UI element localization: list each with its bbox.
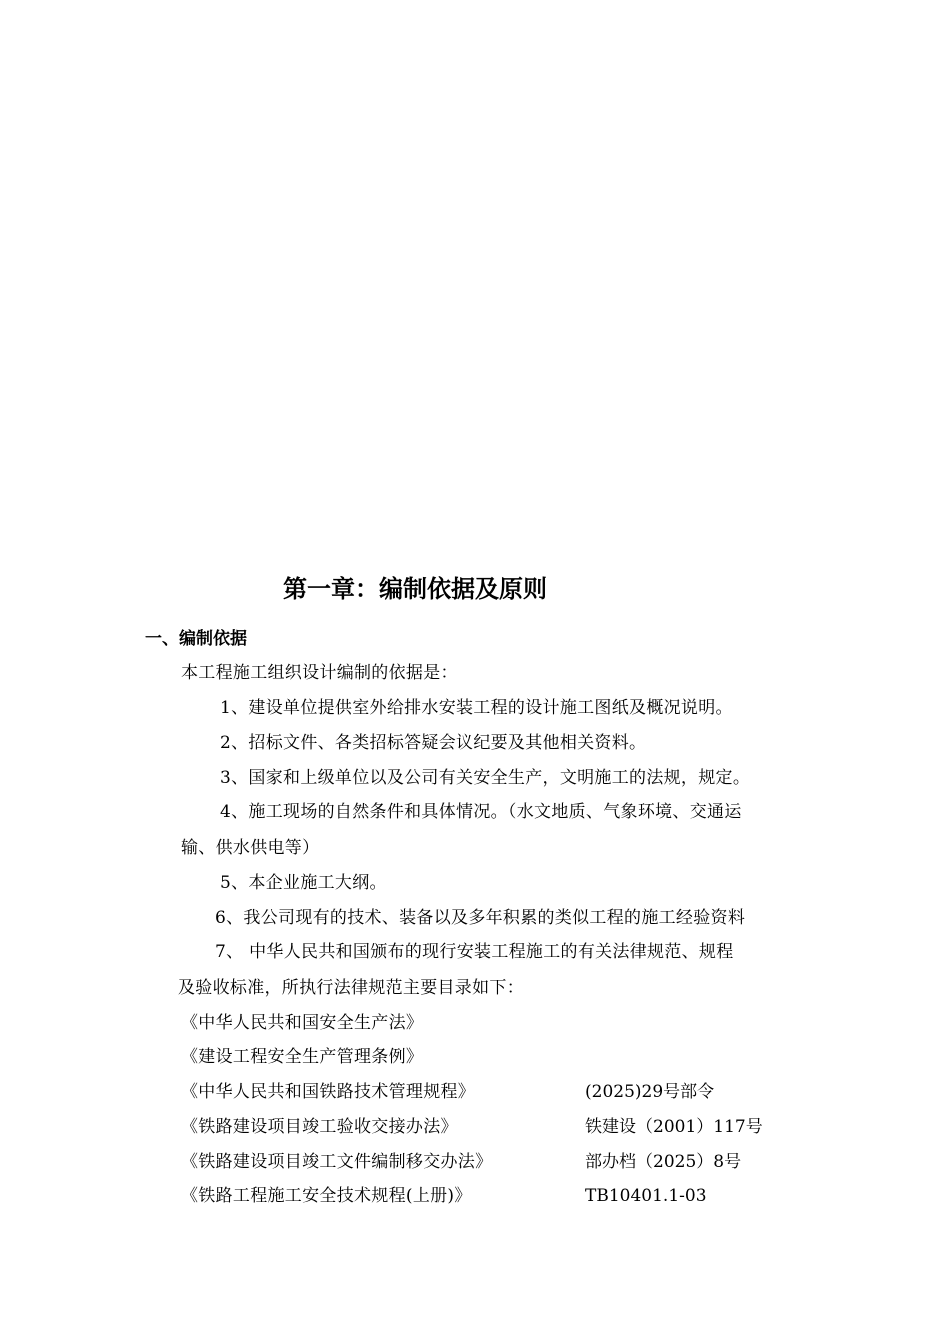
regulation-name: 《建设工程安全生产管理条例》 <box>181 1047 424 1067</box>
regulation-name: 《铁路工程施工安全技术规程(上册)》 <box>181 1186 472 1206</box>
basis-item-2: 2、招标文件、各类招标答疑会议纪要及其他相关资料。 <box>220 733 647 753</box>
section-heading: 一、编制依据 <box>145 629 247 649</box>
regulation-code: 部办档（2025）8号 <box>585 1152 742 1172</box>
basis-item-4-continued: 输、供水供电等） <box>181 838 320 858</box>
regulation-name: 《中华人民共和国安全生产法》 <box>181 1013 424 1033</box>
basis-item-7-continued: 及验收标准，所执行法律规范主要目录如下： <box>178 978 524 998</box>
chapter-title: 第一章：编制依据及原则 <box>283 575 547 603</box>
regulation-name: 《铁路建设项目竣工文件编制移交办法》 <box>181 1152 493 1172</box>
regulation-code: TB10401.1-03 <box>585 1186 707 1206</box>
regulation-name: 《铁路建设项目竣工验收交接办法》 <box>181 1117 458 1137</box>
basis-item-4: 4、施工现场的自然条件和具体情况。（水文地质、气象环境、交通运 <box>220 802 742 822</box>
basis-item-3: 3、国家和上级单位以及公司有关安全生产，文明施工的法规，规定。 <box>220 768 751 788</box>
regulation-name: 《中华人民共和国铁路技术管理规程》 <box>181 1082 476 1102</box>
regulation-code: 铁建设（2001）117号 <box>585 1117 763 1137</box>
section-intro: 本工程施工组织设计编制的依据是： <box>181 663 458 683</box>
regulation-code: (2025)29号部令 <box>585 1082 715 1102</box>
basis-item-6: 6、我公司现有的技术、装备以及多年积累的类似工程的施工经验资料 <box>215 908 746 928</box>
basis-item-5: 5、本企业施工大纲。 <box>220 873 387 893</box>
basis-item-7: 7、 中华人民共和国颁布的现行安装工程施工的有关法律规范、规程 <box>215 942 734 962</box>
basis-item-1: 1、建设单位提供室外给排水安装工程的设计施工图纸及概况说明。 <box>220 698 733 718</box>
